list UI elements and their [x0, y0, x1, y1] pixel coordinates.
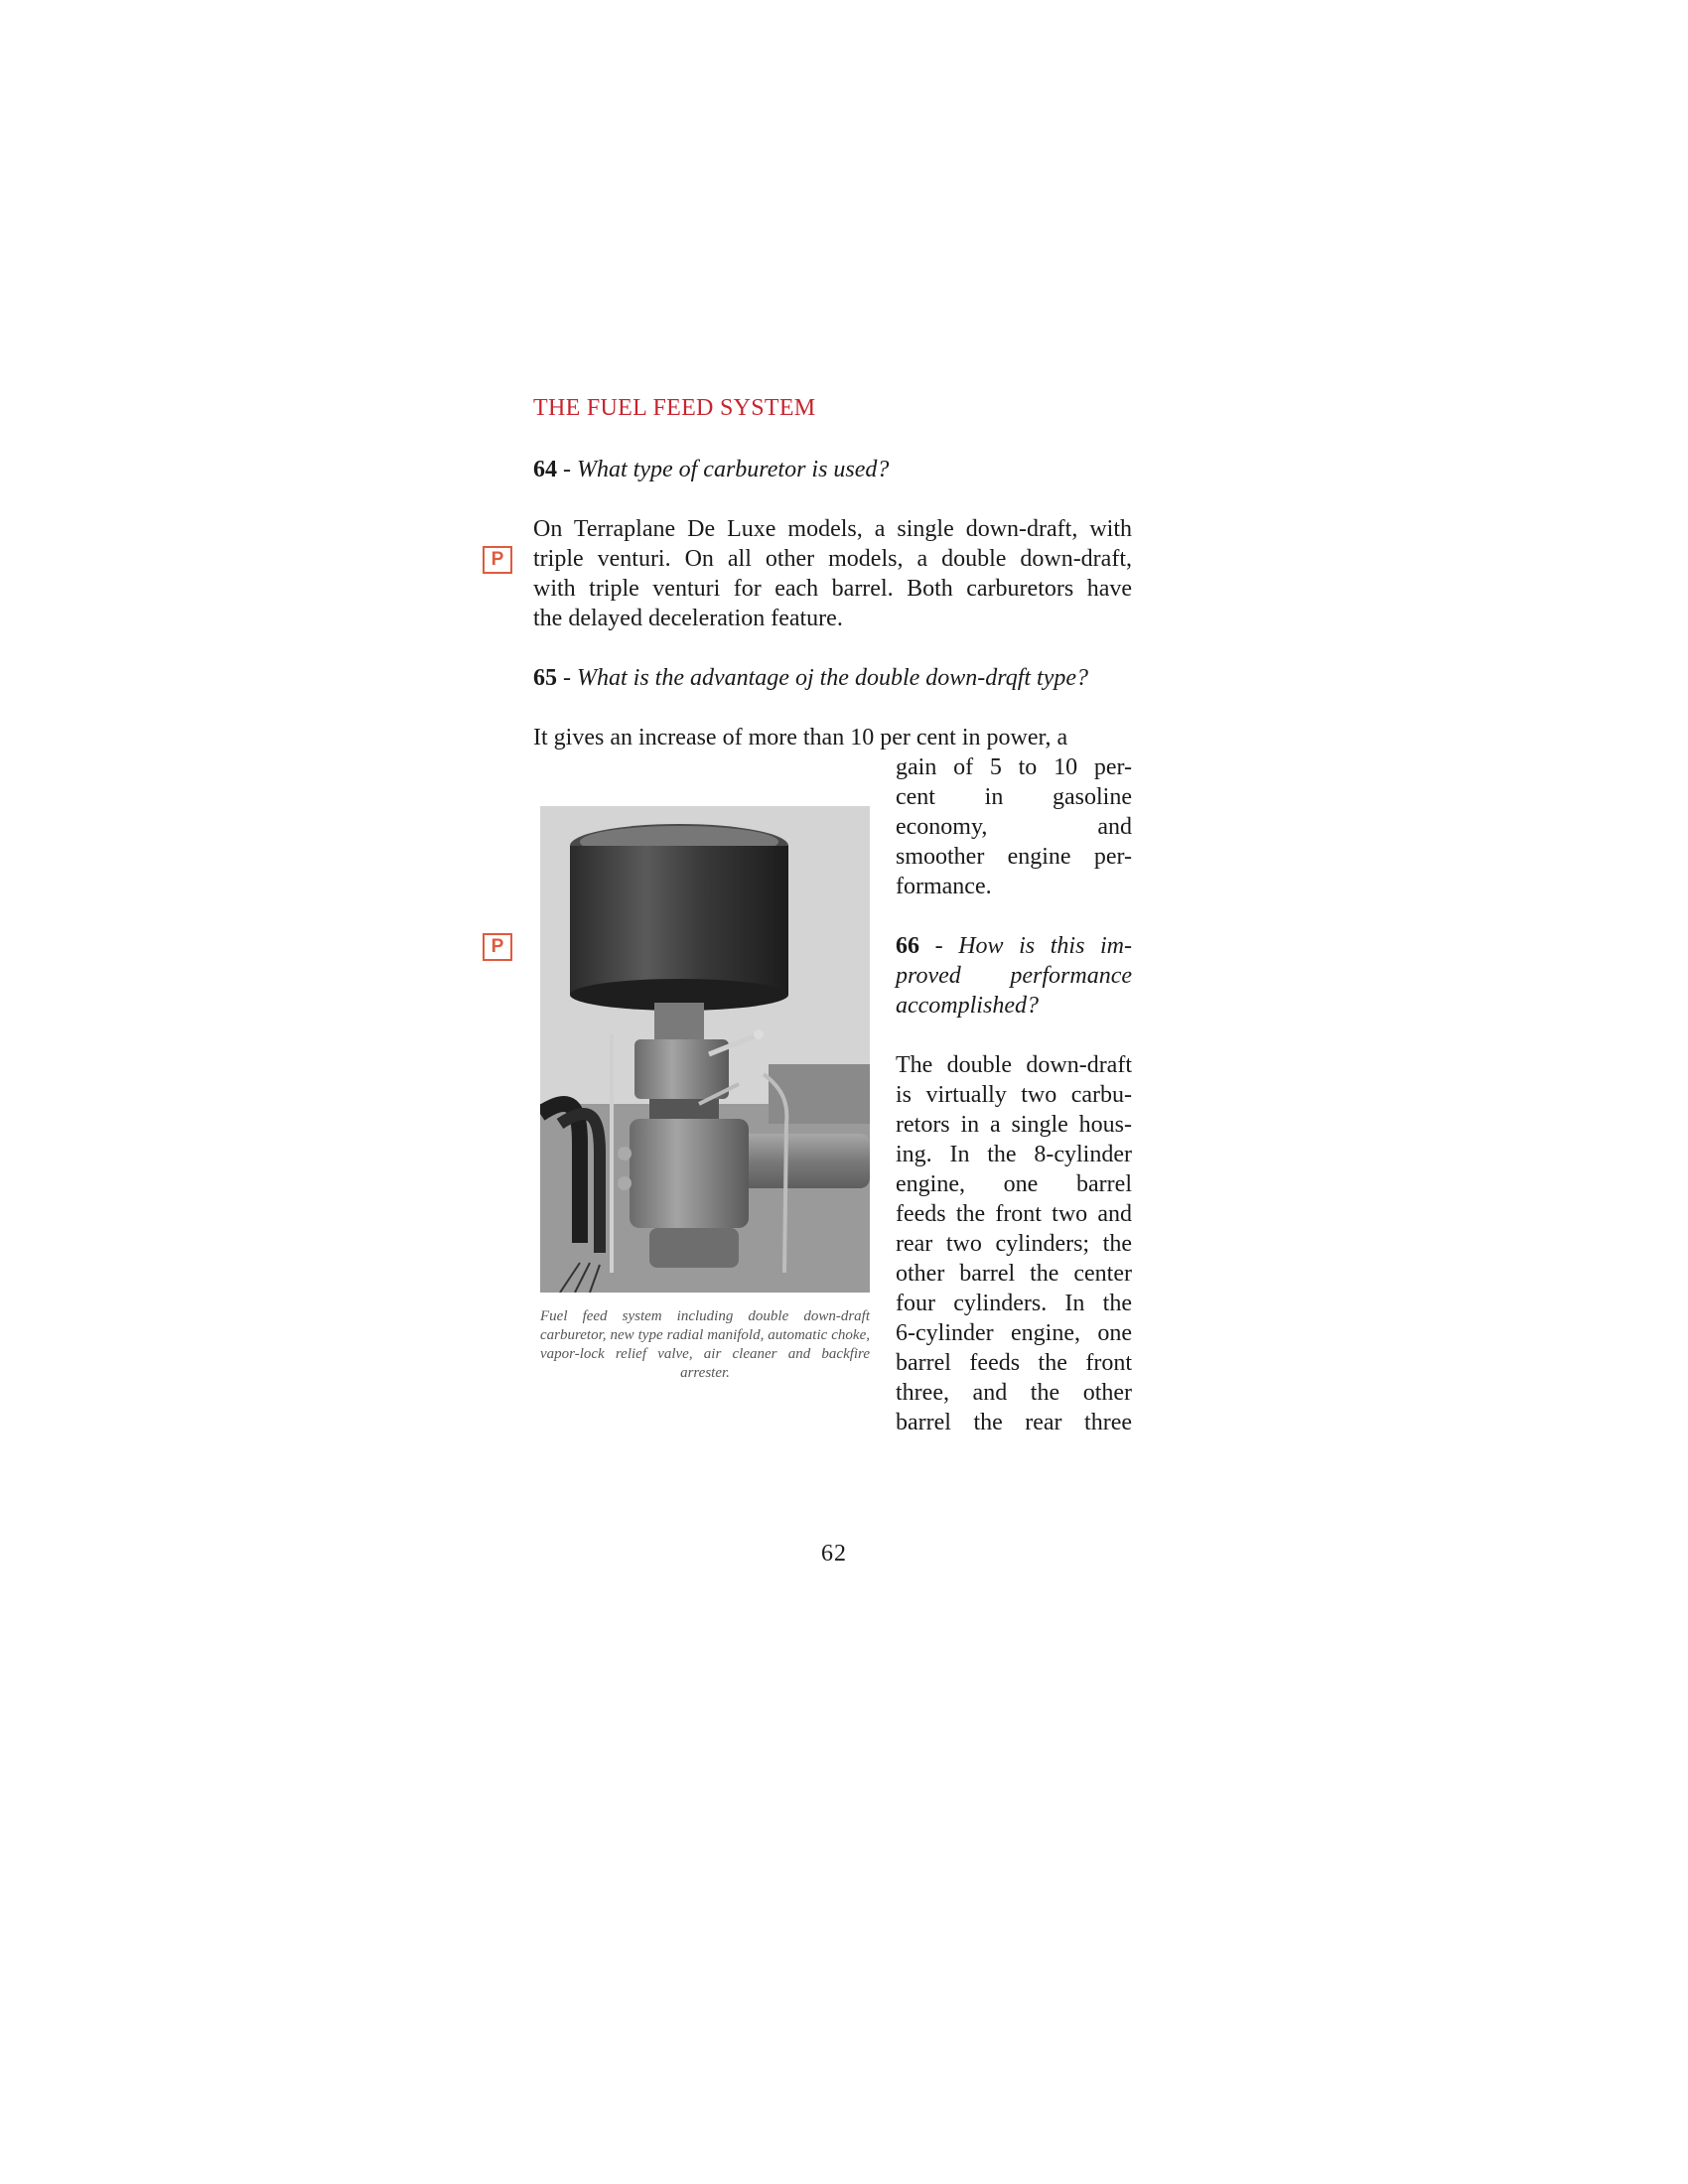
answer-64-last-line [533, 604, 1132, 633]
answer-line: with triple venturi for each barrel. Both carburetors have [533, 576, 1132, 602]
answer-line: barrel the rear three [896, 1410, 1132, 1435]
question-separator: - [919, 933, 959, 959]
p-marker-icon: P [483, 933, 512, 961]
answer-65-first-line: It gives an increase of more than 10 per cent in power, a [533, 725, 1068, 751]
page-number: 62 [821, 1541, 847, 1567]
answer-line: rear two cylinders; the [896, 1231, 1132, 1257]
carburetor-illustration [540, 806, 870, 1293]
question-text: What type of carburetor is used? [577, 457, 890, 482]
answer-line: cent in gasoline [896, 784, 1132, 810]
answer-line: three, and the other [896, 1380, 1132, 1406]
section-title: THE FUEL FEED SYSTEM [533, 395, 816, 421]
answer-line: 6-cylinder engine, one [896, 1320, 1132, 1346]
answer-line: smoother engine per- [896, 844, 1132, 870]
answer-65 [896, 752, 1132, 872]
question-text: How is this im- [958, 933, 1132, 959]
figure-caption: Fuel feed system including double down-draft carburetor, new type radial manifold, automatic choke, vapor-lock relief valve, air cleaner and backfire arrester. [540, 1308, 870, 1381]
p-marker-icon: P [483, 546, 512, 574]
answer-line: the delayed deceleration feature. [533, 606, 843, 631]
question-65 [533, 663, 1149, 693]
question-66 [896, 931, 1132, 991]
question-number: 64 [533, 457, 557, 482]
answer-66 [896, 1050, 1132, 1437]
answer-line: On Terraplane De Luxe models, a single down-draft, with [533, 516, 1132, 542]
answer-65-last-line [896, 872, 1132, 901]
question-line: accomplished? [896, 993, 1039, 1019]
answer-line: four cylinders. In the [896, 1291, 1132, 1316]
answer-line: retors in a single hous- [896, 1112, 1132, 1138]
question-64 [533, 455, 1129, 484]
question-separator: - [557, 457, 577, 482]
question-number: 65 [533, 665, 557, 691]
answer-line: ing. In the 8-cylinder [896, 1142, 1132, 1167]
answer-64 [533, 514, 1132, 604]
answer-line: other barrel the center [896, 1261, 1132, 1287]
question-line: proved performance [896, 963, 1132, 989]
question-text: What is the advantage oj the double down-drqft type? [577, 665, 1089, 691]
answer-line: formance. [896, 874, 992, 899]
answer-line: engine, one barrel [896, 1171, 1132, 1197]
answer-line: The double down-draft [896, 1052, 1132, 1078]
answer-line: is virtually two carbu- [896, 1082, 1132, 1108]
question-number: 66 [896, 933, 919, 959]
answer-line: barrel feeds the front [896, 1350, 1132, 1376]
question-66-last-line [896, 991, 1132, 1021]
answer-line: economy, and [896, 814, 1132, 840]
answer-line: triple venturi. On all other models, a double down-draft, [533, 546, 1132, 572]
question-separator: - [557, 665, 577, 691]
answer-line: feeds the front two and [896, 1201, 1132, 1227]
carburetor-photo [540, 806, 870, 1293]
answer-line: gain of 5 to 10 per- [896, 754, 1132, 780]
question-line [896, 931, 1132, 961]
